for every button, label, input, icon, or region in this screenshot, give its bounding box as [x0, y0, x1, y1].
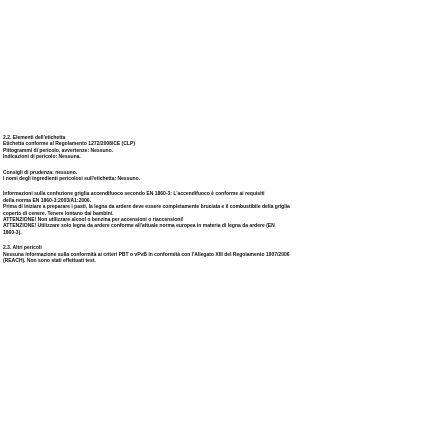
other-hazards-line-2: (REACH). Non sono stati effettuati test. — [3, 258, 96, 265]
clp-regulation-line: Etichetta conforme al Regolamento 1272/2008/CE (CLP) — [3, 141, 135, 148]
packaging-info-block — [3, 191, 398, 236]
hazard-pictograms-line: Pittogrammi di pericolo, avvertenze: Nessuno. — [3, 147, 114, 154]
other-hazards-line-1: Nessuna informazione sulla conformità ai criteri PBT o vPvB in conformità con l'Allegato XIII del Regolamento 1907/2006 — [3, 251, 290, 258]
warning-line-2-cont: 1860-3). — [3, 229, 22, 236]
packaging-info-line-2: della norma EN 1860-3:2003/A1:2006. — [3, 197, 92, 204]
hazardous-ingredients-line: I nomi degli ingredienti pericolosi sull'etichetta: Nessuno. — [3, 176, 141, 183]
precaution-block — [3, 170, 398, 183]
packaging-info-line-1: Informazioni sulla confezione griglia accendifuoco secondo EN 1860-3: L'accendifuoco è conforme ai requisiti — [3, 191, 265, 198]
warning-line-2: ATTENZIONE! Utilizzare solo legna da ardere conforme all'attuale norma europea in materia di legna da ardere (EN — [3, 223, 275, 230]
hazard-statements-line: Indicazioni di pericolo: Nessuna. — [3, 154, 81, 161]
packaging-info-line-4: coperto di cenere. Tenere lontano dai bambini. — [3, 210, 114, 217]
packaging-info-line-3: Prima di iniziare a preparare i pasti, la legna da ardere deve essere completamente bruciata e il combustibile della griglia — [3, 204, 290, 211]
section-2-2-title: 2.2. Elementi dell'etichetta — [3, 135, 66, 141]
section-2-3 — [3, 245, 398, 264]
precautionary-advice-line: Consigli di prudenza: nessuno. — [3, 169, 78, 176]
section-2-3-title: 2.3. Altri pericoli — [3, 245, 42, 252]
sds-document — [3, 135, 398, 271]
section-2-2 — [3, 135, 398, 161]
warning-line-1: ATTENZIONE! Non utilizzare alcool o benzina per accensioni o riaccensioni! — [3, 217, 184, 224]
